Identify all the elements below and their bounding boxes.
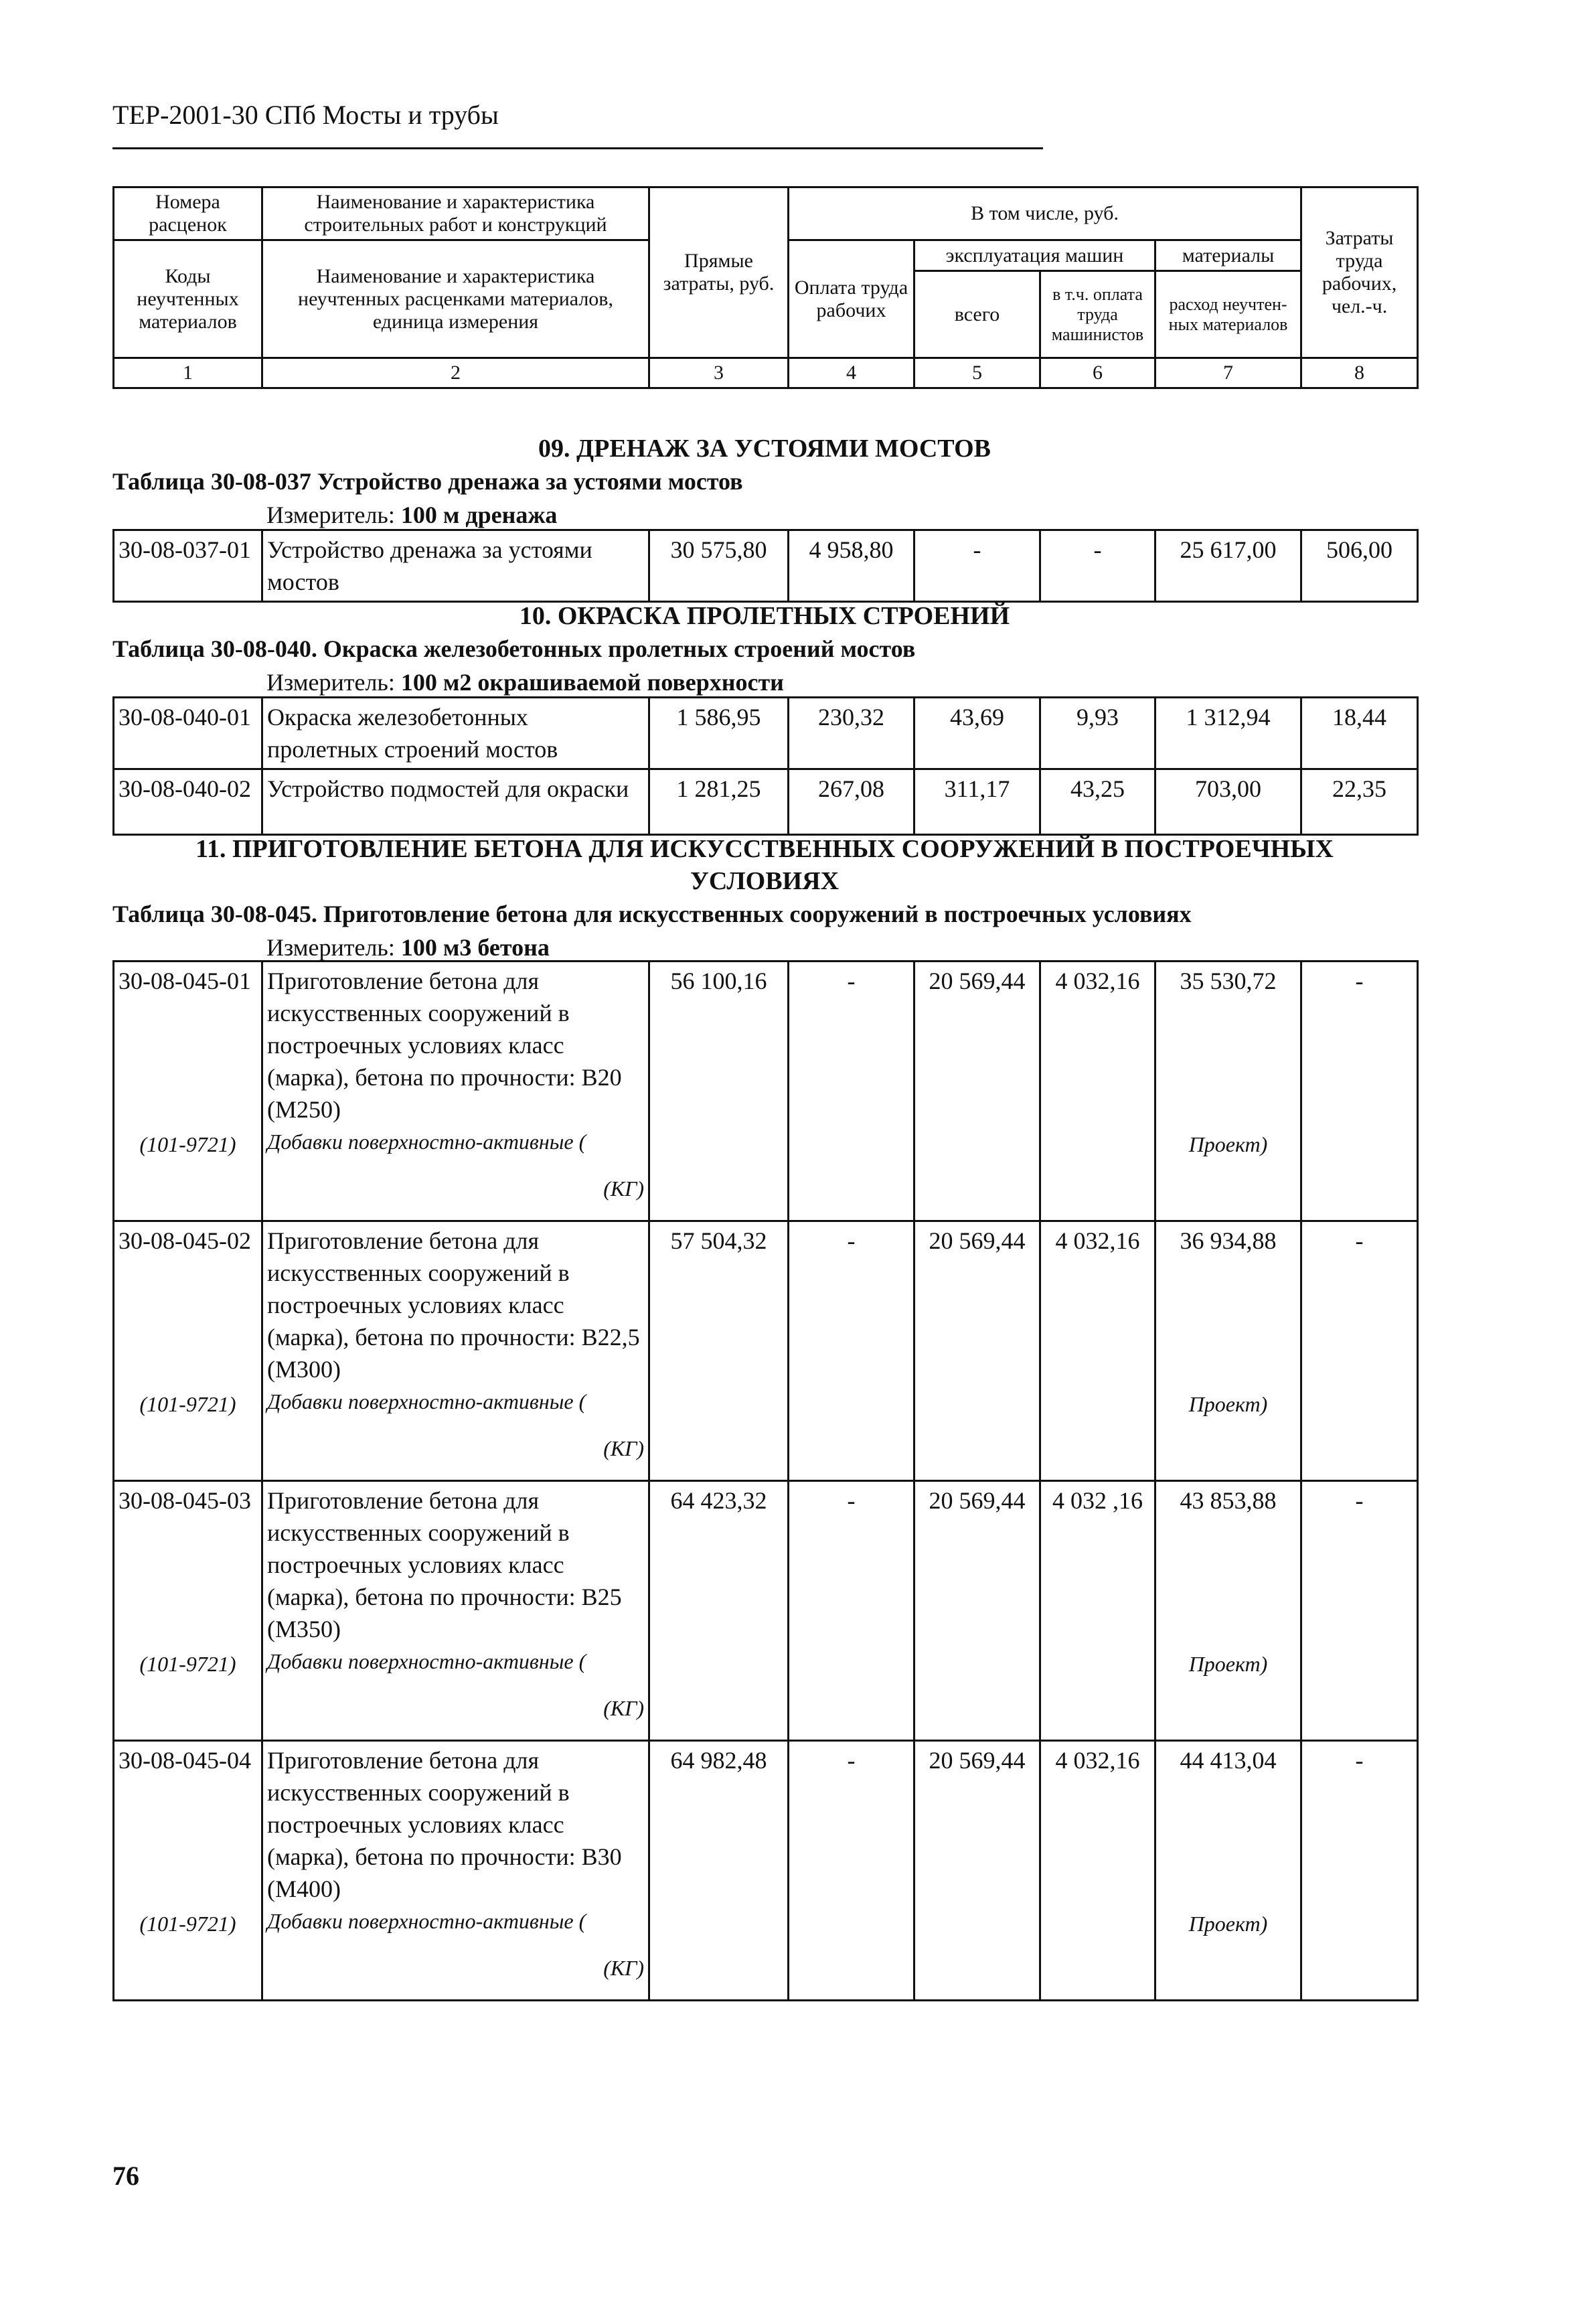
row-code: 30-08-045-03	[118, 1487, 251, 1514]
material-name: Добавки поверхностно-активные (	[267, 1909, 586, 1933]
row-machines-total: 20 569,44	[914, 1741, 1040, 2001]
row-labor-pay: 4 958,80	[789, 530, 914, 602]
row-direct-costs: 1 281,25	[649, 769, 789, 835]
col3-header: Прямые затраты, руб.	[649, 187, 789, 358]
row-labor-pay: -	[789, 1221, 914, 1481]
row-direct-costs: 56 100,16	[649, 962, 789, 1221]
row-code-cell	[114, 1741, 262, 2001]
meter-30-08-037	[266, 501, 557, 529]
col6-header: в т.ч. оплата труда машинистов	[1040, 271, 1155, 358]
row-code: 30-08-037-01	[114, 530, 262, 602]
material-unit: (КГ)	[603, 1436, 644, 1460]
col2-header-top: Наименование и характеристика строительных работ и конструкций	[262, 187, 649, 240]
page-number: 76	[112, 2161, 139, 2191]
col4-header: Оплата труда рабочих	[789, 240, 914, 358]
meter-label: Измеритель:	[266, 502, 395, 528]
table-30-08-040-title: Таблица 30-08-040. Окраска железобетонных пролетных строений мостов	[112, 635, 916, 662]
running-header: ТЕР-2001-30 СПб Мосты и трубы	[112, 100, 499, 130]
row-machinist-pay: 43,25	[1040, 769, 1155, 835]
row-code-cell	[114, 1221, 262, 1481]
row-labor-hours: 506,00	[1301, 530, 1418, 602]
material-code: (101-9721)	[139, 1912, 236, 1936]
meter-label: Измеритель:	[266, 669, 395, 696]
meter-label: Измеритель:	[266, 934, 395, 961]
material-code: (101-9721)	[139, 1392, 236, 1416]
row-name-cell	[262, 962, 649, 1221]
row-code: 30-08-045-02	[118, 1227, 251, 1254]
row-machines-total: 20 569,44	[914, 962, 1040, 1221]
row-name-cell	[262, 1741, 649, 2001]
column-header-table	[112, 186, 1419, 389]
row-labor-pay: -	[789, 1481, 914, 1741]
row-materials-cell	[1155, 962, 1301, 1221]
col-number-8: 8	[1301, 358, 1418, 388]
meter-value: 100 м2 окрашиваемой поверхности	[400, 669, 784, 696]
material-unit: (КГ)	[603, 1956, 644, 1980]
row-direct-costs: 30 575,80	[649, 530, 789, 602]
row-code: 30-08-040-02	[114, 769, 262, 835]
material-value: Проект)	[1188, 1132, 1268, 1156]
row-code: 30-08-045-01	[118, 968, 251, 994]
row-machines-total: 43,69	[914, 698, 1040, 769]
row-materials: 1 312,94	[1155, 698, 1301, 769]
table-30-08-037	[112, 529, 1419, 603]
material-code: (101-9721)	[139, 1132, 236, 1156]
section-10-title: 10. ОКРАСКА ПРОЛЕТНЫХ СТРОЕНИЙ	[519, 602, 1010, 630]
row-materials: 43 853,88	[1180, 1487, 1277, 1514]
row-name: Устройство дренажа за устоями мостов	[262, 530, 649, 602]
material-unit: (КГ)	[603, 1696, 644, 1720]
row-materials: 36 934,88	[1180, 1227, 1277, 1254]
row-direct-costs: 57 504,32	[649, 1221, 789, 1481]
table-30-08-045-title: Таблица 30-08-045. Приготовление бетона для искусственных сооружений в построечных условиях	[112, 901, 1192, 927]
row-code: 30-08-045-04	[118, 1747, 251, 1774]
material-value: Проект)	[1188, 1652, 1268, 1676]
row-machinist-pay: 4 032,16	[1040, 1741, 1155, 2001]
table-30-08-045	[112, 960, 1419, 2001]
row-code-cell	[114, 1481, 262, 1741]
machines-header: эксплуатация машин	[914, 240, 1155, 271]
row-code-cell	[114, 962, 262, 1221]
material-name: Добавки поверхностно-активные (	[267, 1649, 586, 1673]
row-name: Приготовление бетона для искусственных сооружений в построечных условиях класс (марка), бетона по прочности: В22,5 (М300)	[267, 1227, 640, 1383]
row-name: Приготовление бетона для искусственных сооружений в построечных условиях класс (марка), бетона по прочности: В30 (М400)	[267, 1747, 622, 1902]
row-machines-total: 20 569,44	[914, 1221, 1040, 1481]
col-number-4: 4	[789, 358, 914, 388]
row-labor-hours: 18,44	[1301, 698, 1418, 769]
col8-header: Затраты труда рабочих, чел.-ч.	[1301, 187, 1418, 358]
col-number-2: 2	[262, 358, 649, 388]
col1-header-top: Номера расценок	[114, 187, 262, 240]
section-11-title	[112, 833, 1417, 897]
col-number-7: 7	[1155, 358, 1301, 388]
row-name: Окраска железобетонных пролетных строений мостов	[262, 698, 649, 769]
col-number-1: 1	[114, 358, 262, 388]
col-number-3: 3	[649, 358, 789, 388]
material-value: Проект)	[1188, 1392, 1268, 1416]
meter-30-08-040	[266, 668, 784, 696]
col5-header: всего	[914, 271, 1040, 358]
row-name: Приготовление бетона для искусственных сооружений в построечных условиях класс (марка), бетона по прочности: В25 (М350)	[267, 1487, 622, 1642]
row-machinist-pay: 4 032,16	[1040, 1221, 1155, 1481]
material-code: (101-9721)	[139, 1652, 236, 1676]
row-materials: 35 530,72	[1180, 968, 1277, 994]
row-direct-costs: 1 586,95	[649, 698, 789, 769]
material-unit: (КГ)	[603, 1176, 644, 1201]
row-direct-costs: 64 423,32	[649, 1481, 789, 1741]
row-materials-cell	[1155, 1741, 1301, 2001]
row-materials-cell	[1155, 1481, 1301, 1741]
meter-value: 100 м3 бетона	[400, 934, 550, 961]
row-name: Устройство подмостей для окраски	[262, 769, 649, 835]
row-labor-pay: 267,08	[789, 769, 914, 835]
row-name-cell	[262, 1481, 649, 1741]
col2-header-bottom: Наименование и характеристика неучтенных расценками материалов, единица измерения	[262, 240, 649, 358]
row-labor-hours: 22,35	[1301, 769, 1418, 835]
row-machines-total: 20 569,44	[914, 1481, 1040, 1741]
row-materials: 44 413,04	[1180, 1747, 1277, 1774]
row-materials-cell	[1155, 1221, 1301, 1481]
materials-header: материалы	[1155, 240, 1301, 271]
col-number-5: 5	[914, 358, 1040, 388]
material-name: Добавки поверхностно-активные (	[267, 1389, 586, 1413]
in-total-header: В том числе, руб.	[789, 187, 1301, 240]
row-labor-hours: -	[1301, 962, 1418, 1221]
material-name: Добавки поверхностно-активные (	[267, 1130, 586, 1154]
section-11-title-line1: 11. ПРИГОТОВЛЕНИЕ БЕТОНА ДЛЯ ИСКУССТВЕННЫХ СООРУЖЕНИЙ В ПОСТРОЕЧНЫХ	[195, 835, 1334, 863]
col7-header: расход неучтен-ных материалов	[1155, 271, 1301, 358]
section-09-title: 09. ДРЕНАЖ ЗА УСТОЯМИ МОСТОВ	[538, 435, 991, 463]
row-labor-pay: -	[789, 1741, 914, 2001]
col1-header-bottom: Коды неучтенных материалов	[114, 240, 262, 358]
row-name: Приготовление бетона для искусственных сооружений в построечных условиях класс (марка), бетона по прочности: В20 (М250)	[267, 968, 622, 1123]
row-direct-costs: 64 982,48	[649, 1741, 789, 2001]
meter-value: 100 м дренажа	[400, 502, 558, 528]
row-labor-hours: -	[1301, 1481, 1418, 1741]
row-labor-pay: -	[789, 962, 914, 1221]
table-30-08-040	[112, 696, 1419, 836]
table-30-08-037-title: Таблица 30-08-037 Устройство дренажа за устоями мостов	[112, 468, 743, 495]
section-11-title-line2: УСЛОВИЯХ	[690, 867, 840, 895]
material-value: Проект)	[1188, 1912, 1268, 1936]
row-machinist-pay: 4 032,16	[1040, 962, 1155, 1221]
row-materials: 25 617,00	[1155, 530, 1301, 602]
row-labor-pay: 230,32	[789, 698, 914, 769]
header-rule	[112, 147, 1043, 149]
row-machinist-pay: -	[1040, 530, 1155, 602]
row-code: 30-08-040-01	[114, 698, 262, 769]
row-materials: 703,00	[1155, 769, 1301, 835]
meter-30-08-045	[266, 933, 550, 962]
row-name-cell	[262, 1221, 649, 1481]
row-machines-total: -	[914, 530, 1040, 602]
row-machinist-pay: 4 032 ,16	[1040, 1481, 1155, 1741]
col-number-6: 6	[1040, 358, 1155, 388]
row-labor-hours: -	[1301, 1741, 1418, 2001]
row-machinist-pay: 9,93	[1040, 698, 1155, 769]
row-machines-total: 311,17	[914, 769, 1040, 835]
row-labor-hours: -	[1301, 1221, 1418, 1481]
